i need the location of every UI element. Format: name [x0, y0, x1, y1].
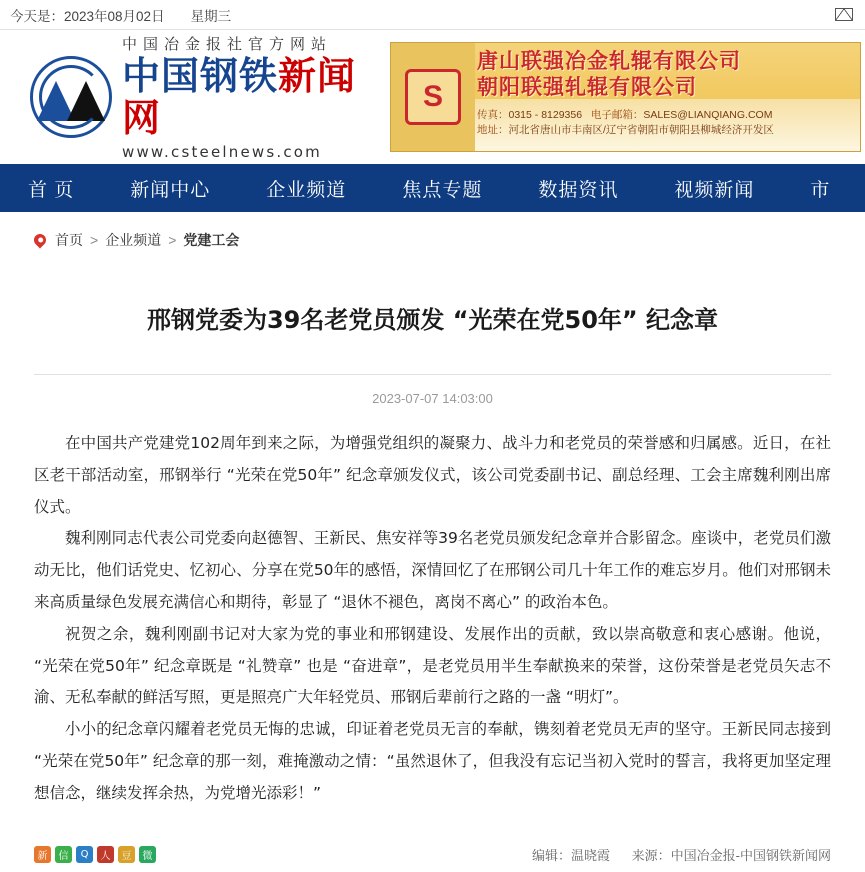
- article-meta: [514, 845, 831, 864]
- banner-logo-area: [391, 43, 475, 151]
- share-qzone-icon[interactable]: Q: [76, 846, 93, 863]
- breadcrumb-separator-1: >: [90, 232, 99, 248]
- advertisement-banner[interactable]: [390, 42, 861, 152]
- nav-item-focus-topics[interactable]: 焦点专题: [402, 179, 483, 201]
- weekday-value: 星期三: [190, 8, 232, 24]
- nav-item-news-center[interactable]: 新闻中心: [130, 179, 211, 201]
- article-timestamp: 2023-07-07 14:03:00: [372, 391, 493, 407]
- banner-address-label: 地址：: [477, 124, 509, 137]
- banner-company-logo-icon: S: [405, 69, 461, 125]
- share-weixin-icon[interactable]: 微: [139, 846, 156, 863]
- site-logo[interactable]: [30, 33, 380, 161]
- banner-contact: [477, 108, 852, 140]
- article-paragraph: 小小的纪念章闪耀着老党员无悔的忠诚，印证着老党员无言的奉献，镌刻着老党员无声的坚守。王新民同志接到 “光荣在党50年” 纪念章的那一刻，难掩激动之情：“虽然退休了，但我没有忘记当初入党时的誓言，我将更加坚定理想信念，继续发挥余热，为党增光添彩！”: [34, 720, 831, 802]
- source-label: 来源：: [631, 848, 671, 864]
- banner-email-value: SALES@LIANQIANG.COM: [643, 108, 773, 121]
- breadcrumb: [34, 212, 831, 268]
- share-wechat-icon[interactable]: 信: [55, 846, 72, 863]
- logo-main-title: [122, 56, 380, 140]
- share-renren-icon[interactable]: 人: [97, 846, 114, 863]
- page-content: [0, 212, 865, 872]
- date-label: 今天是：: [10, 8, 64, 24]
- share-buttons: [34, 846, 156, 863]
- share-sina-icon[interactable]: 新: [34, 846, 51, 863]
- logo-subtitle: 中国冶金报社官方网站: [122, 35, 333, 54]
- article-footer: [34, 845, 831, 872]
- nav-item-data-info[interactable]: 数据资讯: [538, 179, 619, 201]
- logo-text: [122, 33, 380, 161]
- site-header: [0, 30, 865, 164]
- banner-text-area: [475, 43, 860, 151]
- editor-label: 编辑：: [531, 848, 571, 864]
- banner-fax-value: 0315 - 8129356: [508, 108, 583, 121]
- logo-mark-icon: [30, 56, 112, 138]
- article-paragraph: 祝贺之余，魏利刚副书记对大家为党的事业和邢钢建设、发展作出的贡献，致以崇高敬意和衷心感谢。他说，“光荣在党50年” 纪念章既是 “礼赞章” 也是 “奋进章”，是老党员用半生奉献换来的荣誉，这份荣誉是老党员矢志不渝、无私奉献的鲜活写照，更是照亮广大年轻党员、邢钢后辈前行之路的一盏 “明灯”。: [34, 624, 831, 707]
- top-date-bar: [0, 0, 865, 30]
- breadcrumb-channel[interactable]: 企业频道: [105, 232, 162, 248]
- main-navigation: [0, 164, 865, 212]
- banner-fax-label: 传真：: [477, 108, 509, 121]
- logo-main-red: 新闻网: [122, 54, 357, 140]
- editor-name: 温晓霞: [571, 848, 611, 864]
- nav-item-market[interactable]: 市: [810, 179, 831, 201]
- nav-item-video-news[interactable]: 视频新闻: [674, 179, 755, 201]
- breadcrumb-home[interactable]: 首页: [55, 232, 83, 248]
- source-name: 中国冶金报-中国钢铁新闻网: [670, 848, 831, 864]
- mail-icon[interactable]: [835, 8, 853, 21]
- banner-address-value: 河北省唐山市丰南区/辽宁省朝阳市朝阳县柳城经济开发区: [508, 124, 774, 137]
- breadcrumb-current: 党建工会: [183, 232, 240, 248]
- location-pin-icon: [32, 232, 49, 249]
- banner-title-line1: 唐山联强冶金轧辊有限公司: [477, 50, 741, 73]
- share-douban-icon[interactable]: 豆: [118, 846, 135, 863]
- nav-item-home[interactable]: 首 页: [28, 179, 75, 201]
- logo-url: www.csteelnews.com: [122, 142, 322, 161]
- article-paragraph: 魏利刚同志代表公司党委向赵德智、王新民、焦安祥等39名老党员颁发纪念章并合影留念。座谈中，老党员们激动无比，他们话党史、忆初心、分享在党50年的感悟，深情回忆了在邢钢公司几十年工作的难忘岁月。他们对邢钢未来高质量绿色发展充满信心和期待，彰显了 “退休不褪色，离岗不离心” 的政治本色。: [34, 529, 831, 611]
- date-value: 2023年08月02日: [64, 8, 165, 24]
- article-paragraph: 在中国共产党建党102周年到来之际，为增强党组织的凝聚力、战斗力和老党员的荣誉感和归属感。近日，在社区老干部活动室，邢钢举行 “光荣在党50年” 纪念章颁发仪式，该公司党委副书记、副总经理、工会主席魏利刚出席仪式。: [34, 434, 831, 516]
- nav-item-enterprise-channel[interactable]: 企业频道: [266, 179, 347, 201]
- banner-email-label: 电子邮箱：: [590, 108, 644, 121]
- breadcrumb-separator-2: >: [168, 232, 177, 248]
- logo-main-black: 中国钢铁: [122, 54, 279, 99]
- article-body: [34, 428, 831, 809]
- article-title: 邢钢党委为39名老党员颁发 “光荣在党50年” 纪念章: [146, 306, 719, 335]
- banner-title-line2: 朝阳联强轧辊有限公司: [477, 76, 697, 100]
